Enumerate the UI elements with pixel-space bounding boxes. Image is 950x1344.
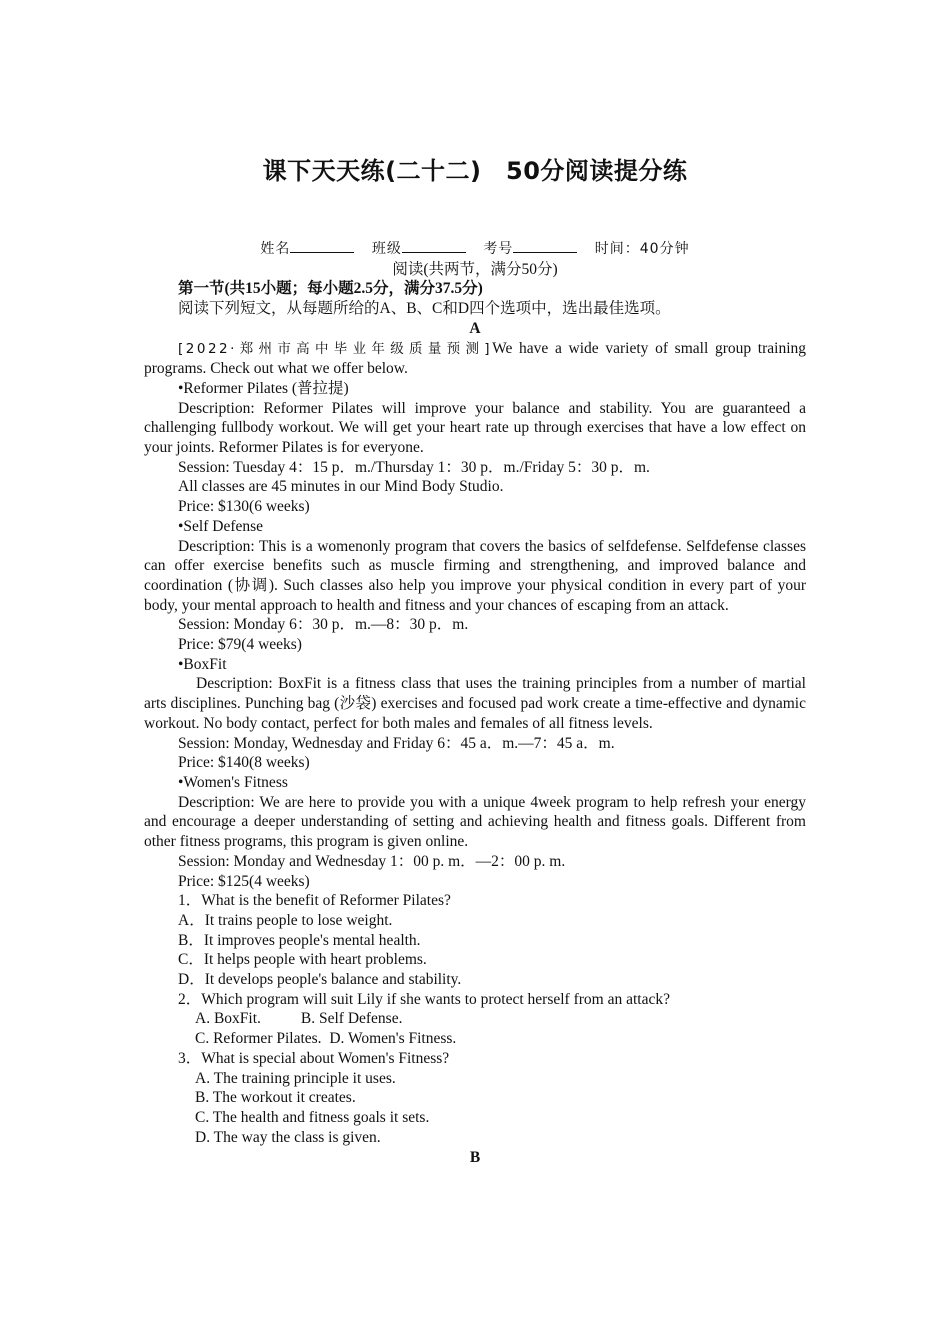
answer-option[interactable]: D. The way the class is given. <box>195 1128 381 1146</box>
passage-intro-text: We have a wide variety of small group training programs. Check out what we offer below. <box>144 339 806 378</box>
program-price: Price: $130(6 weeks) <box>178 498 310 516</box>
answer-option[interactable]: D．It develops people's balance and stability. <box>178 971 462 989</box>
program-description: Description: This is a womenonly program that covers the basics of selfdefense. Selfdefense classes can offer exercise benefits such as muscle firming and strengthening, and improved balance and coordination (协调). Such classes also help you improve your physical condition in every part of your body, your mental approach to health and fitness and your chances of escaping from an attack. <box>144 537 806 614</box>
answer-option[interactable]: C．It helps people with heart problems. <box>178 951 427 969</box>
program-description: Description: Reformer Pilates will improve your balance and stability. You are guaranteed a challenging fullbody workout. We will get your heart rate up through exercises that have a low effect on your joints. Reformer Pilates is for everyone. <box>144 399 806 457</box>
program-description: Description: BoxFit is a fitness class that uses the training principles from a number of martial arts disciplines. Punching bag (沙袋) exercises and focused pad work create a time-effective and dynamic workout. No body contact, perfect for both males and females of all fitness levels. <box>144 675 806 732</box>
program-price: Price: $79(4 weeks) <box>178 636 302 654</box>
section-heading: 第一节(共15小题；每小题2.5分，满分37.5分) <box>178 280 483 298</box>
section-instruction: 阅读下列短文，从每题所给的A、B、C和D四个选项中，选出最佳选项。 <box>178 300 671 318</box>
answer-option[interactable]: B．It improves people's mental health. <box>178 931 421 949</box>
program-name: •Reformer Pilates (普拉提) <box>178 379 349 397</box>
answer-option[interactable]: A. The training principle it uses. <box>195 1069 396 1087</box>
answer-option[interactable]: C. The health and fitness goals it sets. <box>195 1108 430 1126</box>
name-label: 姓名 <box>260 241 291 257</box>
program-session: Session: Monday 6：30 p．m.—8：30 p．m. <box>178 616 469 634</box>
passage-a-label: A <box>469 319 481 337</box>
program-session: Session: Tuesday 4：15 p．m./Thursday 1：30 p．m./Friday 5：30 p．m. <box>178 458 650 476</box>
name-blank[interactable] <box>290 238 354 253</box>
answer-option-row <box>144 1029 806 1049</box>
answer-option-row <box>144 1009 806 1029</box>
exam-no-blank[interactable] <box>513 238 577 253</box>
answer-option[interactable]: D. Women's Fitness. <box>329 1030 457 1048</box>
question-stem: 2．Which program will suit Lily if she wants to protect herself from an attack? <box>178 990 670 1008</box>
passage-source: [2022·郑州市高中毕业年级质量预测] <box>178 340 493 357</box>
answer-option[interactable]: A. BoxFit. <box>195 1010 261 1028</box>
answer-option[interactable]: B. The workout it creates. <box>195 1089 356 1107</box>
page-title: 课下天天练(二十二) 50分阅读提分练 <box>262 157 688 185</box>
passage-b-label: B <box>469 1149 481 1167</box>
class-blank[interactable] <box>402 238 466 253</box>
program-price: Price: $125(4 weeks) <box>178 872 310 890</box>
program-price: Price: $140(8 weeks) <box>178 754 310 772</box>
answer-option[interactable]: C. Reformer Pilates. <box>195 1030 322 1048</box>
time-label: 时间：40分钟 <box>594 241 690 257</box>
program-note: All classes are 45 minutes in our Mind Body Studio. <box>178 478 504 496</box>
class-label: 班级 <box>371 241 402 257</box>
answer-option[interactable]: A．It trains people to lose weight. <box>178 911 393 929</box>
worksheet-content <box>144 238 806 1168</box>
program-session: Session: Monday, Wednesday and Friday 6：45 a．m.—7：45 a．m. <box>178 734 615 752</box>
program-description: Description: We are here to provide you with a unique 4week program to help refresh your energy and encourage a deeper understanding of setting and achieving health and fitness goals. Different from other fitness programs, this program is given online. <box>144 793 806 851</box>
question-stem: 3．What is special about Women's Fitness? <box>178 1049 450 1067</box>
exam-no-label: 考号 <box>483 241 514 257</box>
student-info-line <box>144 238 806 260</box>
program-name: •Self Defense <box>178 517 264 535</box>
program-session: Session: Monday and Wednesday 1：00 p. m．—2：00 p. m. <box>178 852 566 870</box>
program-name: •BoxFit <box>178 655 227 673</box>
question-stem: 1．What is the benefit of Reformer Pilates? <box>178 892 451 910</box>
answer-option[interactable]: B. Self Defense. <box>300 1010 403 1028</box>
program-name: •Women's Fitness <box>178 773 288 791</box>
reading-header: 阅读(共两节，满分50分) <box>392 260 558 278</box>
passage-intro <box>144 339 806 379</box>
